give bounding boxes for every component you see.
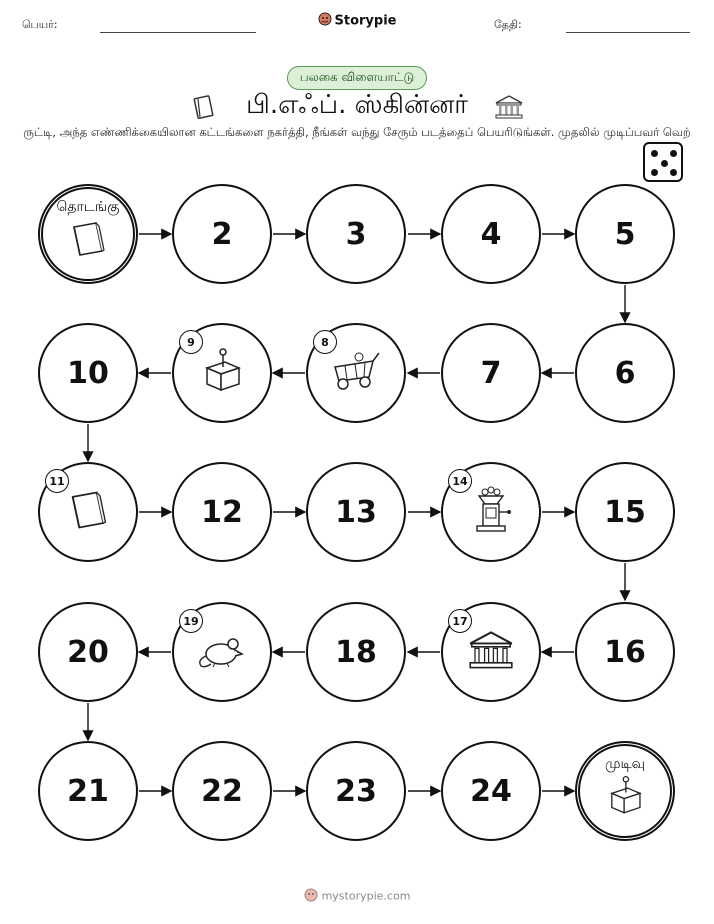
storypie-logo-icon: [304, 888, 318, 905]
cell-number: 23: [335, 773, 377, 809]
board-cell-13[interactable]: [306, 462, 406, 562]
mouse-icon: [195, 630, 249, 674]
instructions: ருட்டி, அந்த எண்ணிக்கையிலான கட்டங்களை நகர்த்தி, நீங்கள் வந்து சேரும் படத்தைப் பெயரிடுங்கள். முதலில் முடிப்பவர் வெற்: [23, 125, 691, 139]
wagon-icon: [329, 349, 383, 397]
cell-number-badge: 9: [179, 330, 203, 354]
board-cell-2[interactable]: [172, 184, 272, 284]
board-cell-16[interactable]: [575, 602, 675, 702]
cell-number: 22: [201, 773, 243, 809]
footer: [0, 888, 714, 905]
cell-number: 2: [211, 216, 233, 252]
cell-number: 6: [614, 355, 636, 391]
board-cell-6[interactable]: [575, 323, 675, 423]
book-icon: [64, 486, 112, 538]
page-title: பி.எஃப். ஸ்கின்னர்: [246, 90, 468, 120]
cell-number: 21: [67, 773, 109, 809]
cell-number: 18: [335, 634, 377, 670]
book-icon: [66, 217, 110, 265]
puzzle-box-icon: [603, 774, 647, 822]
board-cell-22[interactable]: [172, 741, 272, 841]
footer-url[interactable]: mystorypie.com: [321, 889, 411, 903]
board-cell-7[interactable]: [441, 323, 541, 423]
cell-number-badge: 14: [448, 469, 472, 493]
board-cell-finish[interactable]: [575, 741, 675, 841]
cell-number: 20: [67, 634, 109, 670]
board-cell-4[interactable]: [441, 184, 541, 284]
name-label: பெயர்:: [22, 18, 58, 31]
board-cell-15[interactable]: [575, 462, 675, 562]
board-cell-20[interactable]: [38, 602, 138, 702]
board-cell-10[interactable]: [38, 323, 138, 423]
cell-number-badge: 8: [313, 330, 337, 354]
date-label: தேதி:: [494, 18, 522, 31]
board-cell-3[interactable]: [306, 184, 406, 284]
cell-number: 4: [480, 216, 502, 252]
museum-icon: [467, 629, 515, 675]
cell-number: 16: [604, 634, 646, 670]
board-cell-5[interactable]: [575, 184, 675, 284]
board-cell-start[interactable]: [38, 184, 138, 284]
cell-number: 5: [614, 216, 636, 252]
cell-number: 7: [480, 355, 502, 391]
puzzle-box-icon: [197, 346, 247, 400]
board-cell-12[interactable]: [172, 462, 272, 562]
finish-label: முடிவு: [604, 756, 646, 772]
brand-name: Storypie: [334, 13, 397, 29]
cell-number: 13: [335, 494, 377, 530]
cell-number: 15: [604, 494, 646, 530]
cell-number-badge: 11: [45, 469, 69, 493]
start-label: தொடங்கு: [56, 199, 120, 215]
cell-number: 3: [345, 216, 367, 252]
board-cell-18[interactable]: [306, 602, 406, 702]
category-pill-text: பலகை விளையாட்டு: [287, 66, 427, 90]
board-cell-24[interactable]: [441, 741, 541, 841]
cell-number: 12: [201, 494, 243, 530]
cell-number-badge: 19: [179, 609, 203, 633]
board-cell-21[interactable]: [38, 741, 138, 841]
board-cell-23[interactable]: [306, 741, 406, 841]
cell-number: 10: [67, 355, 109, 391]
cell-number-badge: 17: [448, 609, 472, 633]
pellet-dispenser-icon: [467, 484, 515, 540]
cell-number: 24: [470, 773, 512, 809]
